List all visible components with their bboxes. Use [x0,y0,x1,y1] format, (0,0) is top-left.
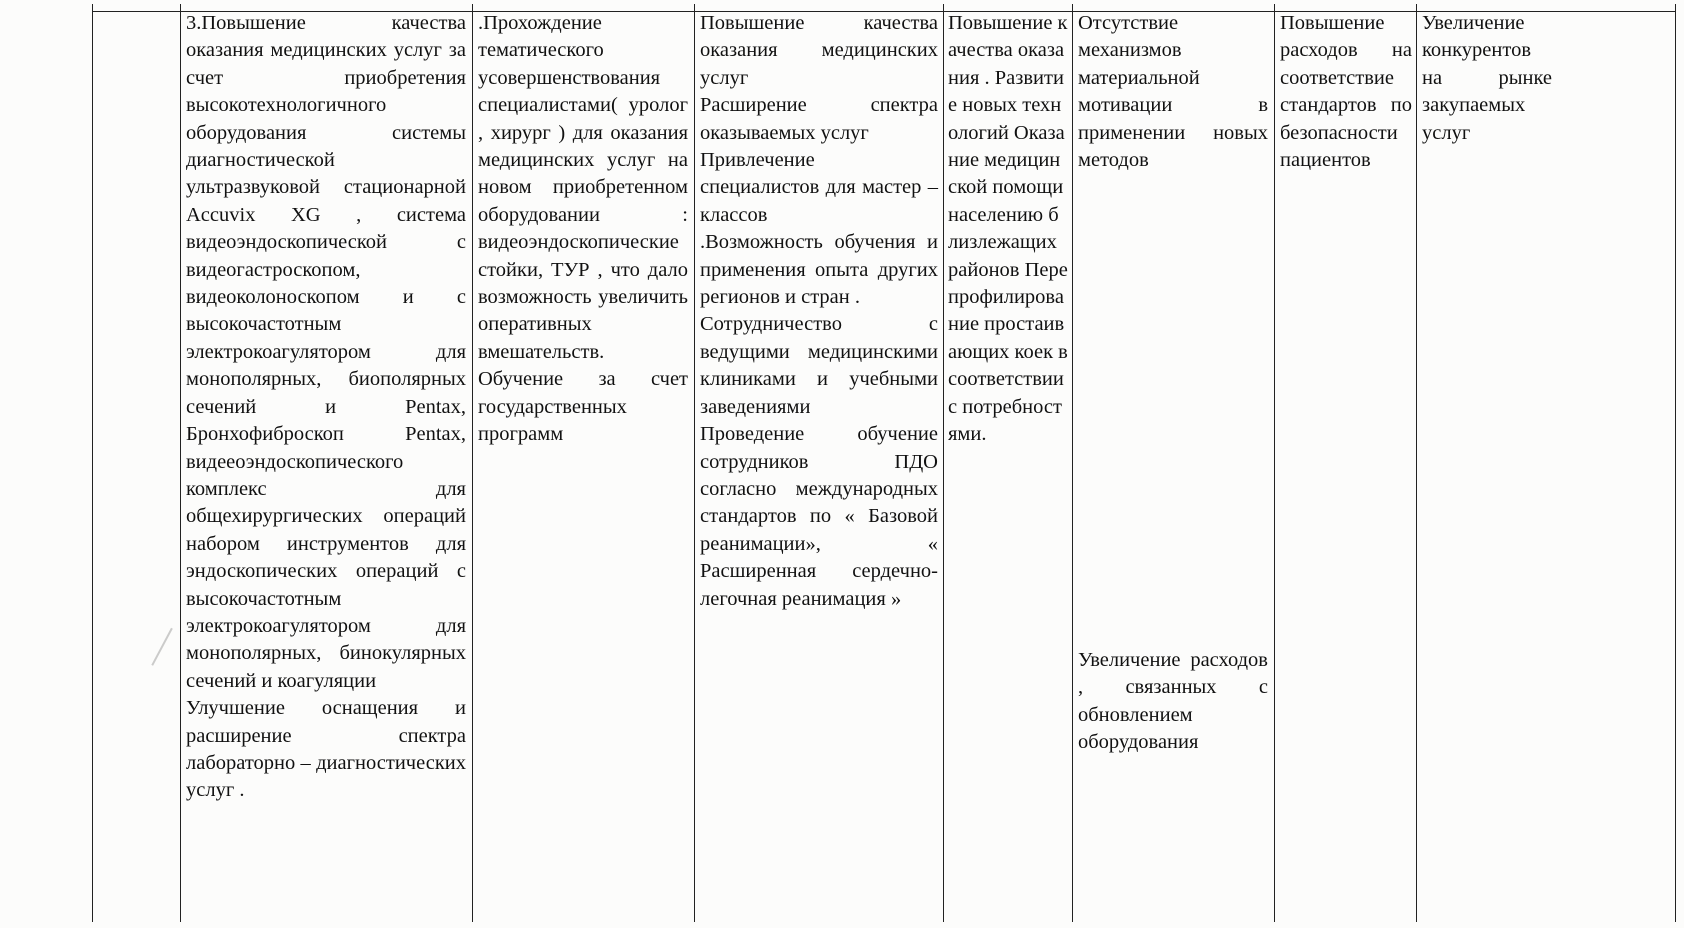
col-divider-7 [1416,4,1417,922]
cell-measures [186,10,466,805]
cell-weaknesses [1078,10,1268,910]
weaknesses-text-1: Отсутствие механизмов материальной мотивации в применении новых методов [1078,12,1268,172]
col-divider-1 [180,4,181,922]
col-divider-3 [694,4,695,922]
cell-training [478,10,688,449]
weaknesses-text-2: Увеличение расходов , связанных с обновлением оборудования [1078,649,1268,754]
col-divider-0 [92,4,93,922]
threat-competition-text: Увеличение конкурентов на рынке закупаемых услуг [1422,12,1552,144]
goals-text-5: Сотрудничество с ведущими медицинскими клиниками и учебными заведениями [700,313,938,418]
col-divider-6 [1274,4,1275,922]
goals-text-3: Привлечение специалистов для мастер – классов [700,149,938,226]
cell-opportunities [948,10,1068,449]
col-divider-2 [472,4,473,922]
measures-text: 3.Повышение качества оказания медицинских услуг за счет приобретения высокотехнологичного оборудования системы диагностической ультразвуковой стационарной Accuvix XG , система видеоэндоскопической с видеогастроскопом, видеоколоноскопом и с высокочастотным электрокоагулятором для монополярных, биополярных сечений и Pentax, Бронхофиброскоп Pentax, видееоэндоскопического комплекс для общехирургических операций набором инструментов для эндоскопических операций с высокочастотным электрокоагулятором для монополярных, бинокулярных сечений и коагуляции [186,12,466,692]
col-divider-4 [943,4,944,922]
measures-extra-text: Улучшение оснащения и расширение спектра лабораторно – диагностических услуг . [186,697,466,802]
cell-threat-competition [1422,10,1670,147]
goals-text-6: Проведение обучение сотрудников ПДО согласно международных стандартов по « Базовой реанимации», « Расширенная сердечно- легочная реанимация » [700,423,938,610]
threat-costs-text: Повышение расходов на соответствие стандартов по безопасности пациентов [1280,12,1412,172]
training-extra-text: Обучение за счет государственных программ [478,368,688,446]
swot-table [92,4,1676,922]
col-divider-8 [1675,4,1676,922]
cell-threat-costs [1280,10,1412,174]
goals-text-4: .Возможность обучения и применения опыта других регионов и стран . [700,231,938,309]
training-text: .Прохождение тематического усовершенствования специалистами( уролог , хирург ) для оказания медицинских услуг на новом приобретенном оборудовании : видеоэндоскопические стойки, ТУР , что дало возможность увеличить оперативных вмешательств. [478,12,688,363]
col-divider-5 [1072,4,1073,922]
goals-text-2: Расширение спектра оказываемых услуг [700,94,938,144]
goals-text-1: Повышение качества оказания медицинских услуг [700,12,938,89]
cell-goals [700,10,938,613]
opportunities-text: Повышение качества оказания . Развитие новых технологий Оказание медицинской помощи населению близлежащих районов Перепрофилирование простаивающих коек в соответствии с потребностями. [948,12,1068,446]
